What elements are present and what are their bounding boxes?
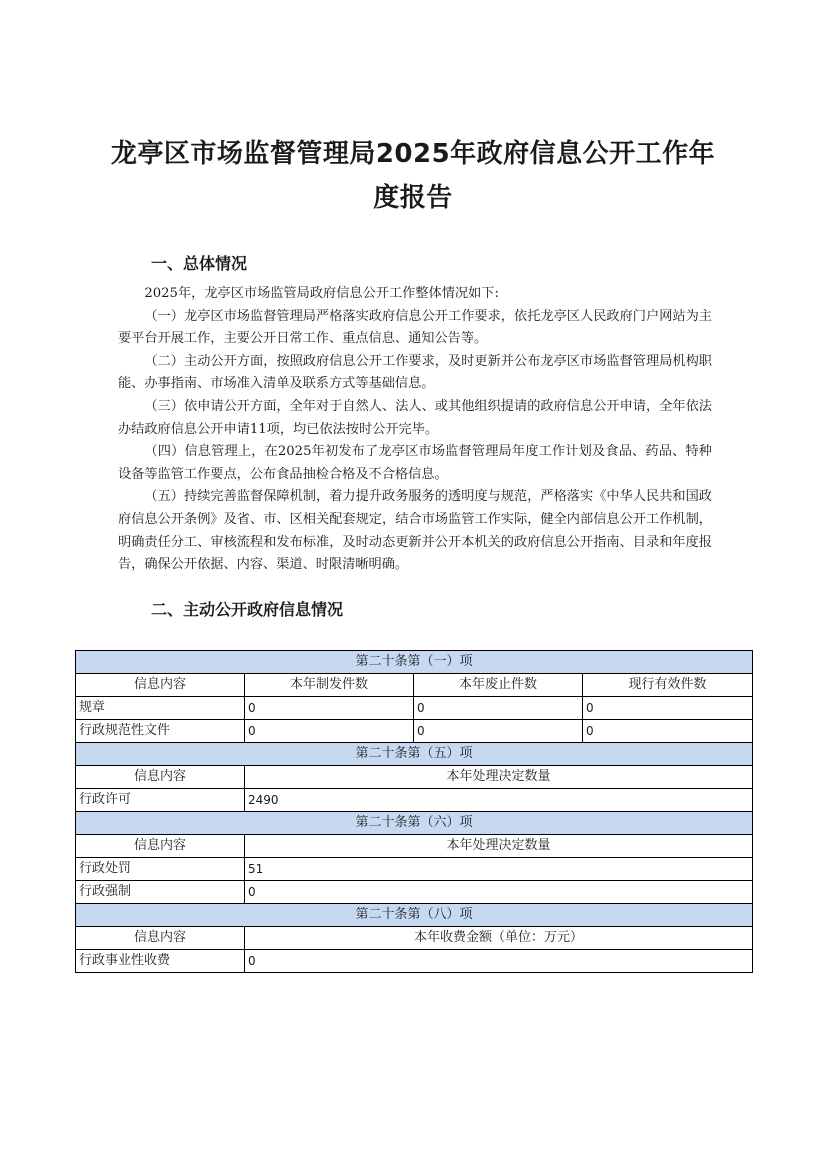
section-heading-proactive: 二、主动公开政府信息情况 <box>151 600 344 619</box>
row-label: 行政强制 <box>76 881 245 904</box>
section-title: 第二十条第（五）项 <box>76 743 753 766</box>
header-row <box>76 835 753 858</box>
column-header: 信息内容 <box>76 674 245 697</box>
column-header: 信息内容 <box>76 927 245 950</box>
column-header: 本年处理决定数量 <box>245 766 753 789</box>
table-row <box>76 881 753 904</box>
column-header: 本年处理决定数量 <box>245 835 753 858</box>
document-title <box>100 132 726 220</box>
column-header: 本年废止件数 <box>414 674 583 697</box>
cell-value: 0 <box>414 697 583 720</box>
header-row <box>76 766 753 789</box>
section-row <box>76 812 753 835</box>
column-header: 信息内容 <box>76 835 245 858</box>
table-row <box>76 697 753 720</box>
section-title: 第二十条第（八）项 <box>76 904 753 927</box>
column-header: 现行有效件数 <box>583 674 753 697</box>
cell-value: 0 <box>245 720 414 743</box>
proactive-disclosure-table <box>75 650 753 973</box>
table-row <box>76 950 753 973</box>
cell-value: 0 <box>245 881 753 904</box>
row-label: 规章 <box>76 697 245 720</box>
section-title: 第二十条第（一）项 <box>76 651 753 674</box>
column-header: 本年收费金额（单位：万元） <box>245 927 753 950</box>
paragraph: （三）依申请公开方面，全年对于自然人、法人、或其他组织提请的政府信息公开申请，全年依法办结政府信息公开申请11项，均已依法按时公开完毕。 <box>118 398 712 437</box>
header-row <box>76 674 753 697</box>
paragraph: （二）主动公开方面，按照政府信息公开工作要求，及时更新并公布龙亭区市场监督管理局机构职能、办事指南、市场准入清单及联系方式等基础信息。 <box>118 353 712 392</box>
section-title: 第二十条第（六）项 <box>76 812 753 835</box>
row-label: 行政事业性收费 <box>76 950 245 973</box>
cell-value: 0 <box>245 950 753 973</box>
cell-value: 0 <box>583 697 753 720</box>
overview-body <box>118 283 712 577</box>
title-line-1: 龙亭区市场监督管理局2025年政府信息公开工作年 <box>110 139 716 169</box>
cell-value: 0 <box>245 697 414 720</box>
row-label: 行政许可 <box>76 789 245 812</box>
cell-value: 0 <box>414 720 583 743</box>
cell-value: 2490 <box>245 789 753 812</box>
section-heading-overview: 一、总体情况 <box>151 254 248 273</box>
section-row <box>76 743 753 766</box>
header-row <box>76 927 753 950</box>
table-row <box>76 720 753 743</box>
table-row <box>76 789 753 812</box>
paragraph: （五）持续完善监督保障机制，着力提升政务服务的透明度与规范，严格落实《中华人民共和国政府信息公开条例》及省、市、区相关配套规定，结合市场监管工作实际，健全内部信息公开工作机制，明确责任分工、审核流程和发布标准，及时动态更新并公开本机关的政府信息公开指南、目录和年度报告，确保公开依据、内容、渠道、时限清晰明确。 <box>118 489 712 573</box>
column-header: 信息内容 <box>76 766 245 789</box>
paragraph: 2025年，龙亭区市场监管局政府信息公开工作整体情况如下: <box>144 286 499 301</box>
column-header: 本年制发件数 <box>245 674 414 697</box>
cell-value: 0 <box>583 720 753 743</box>
section-row <box>76 651 753 674</box>
row-label: 行政规范性文件 <box>76 720 245 743</box>
cell-value: 51 <box>245 858 753 881</box>
table-row <box>76 858 753 881</box>
paragraph: （四）信息管理上，在2025年初发布了龙亭区市场监督管理局年度工作计划及食品、药品、特种设备等监管工作要点，公布食品抽检合格及不合格信息。 <box>118 444 712 482</box>
paragraph: （一）龙亭区市场监督管理局严格落实政府信息公开工作要求，依托龙亭区人民政府门户网站为主要平台开展工作，主要公开日常工作、重点信息、通知公告等。 <box>118 308 712 347</box>
row-label: 行政处罚 <box>76 858 245 881</box>
title-line-2: 度报告 <box>373 183 453 213</box>
section-row <box>76 904 753 927</box>
